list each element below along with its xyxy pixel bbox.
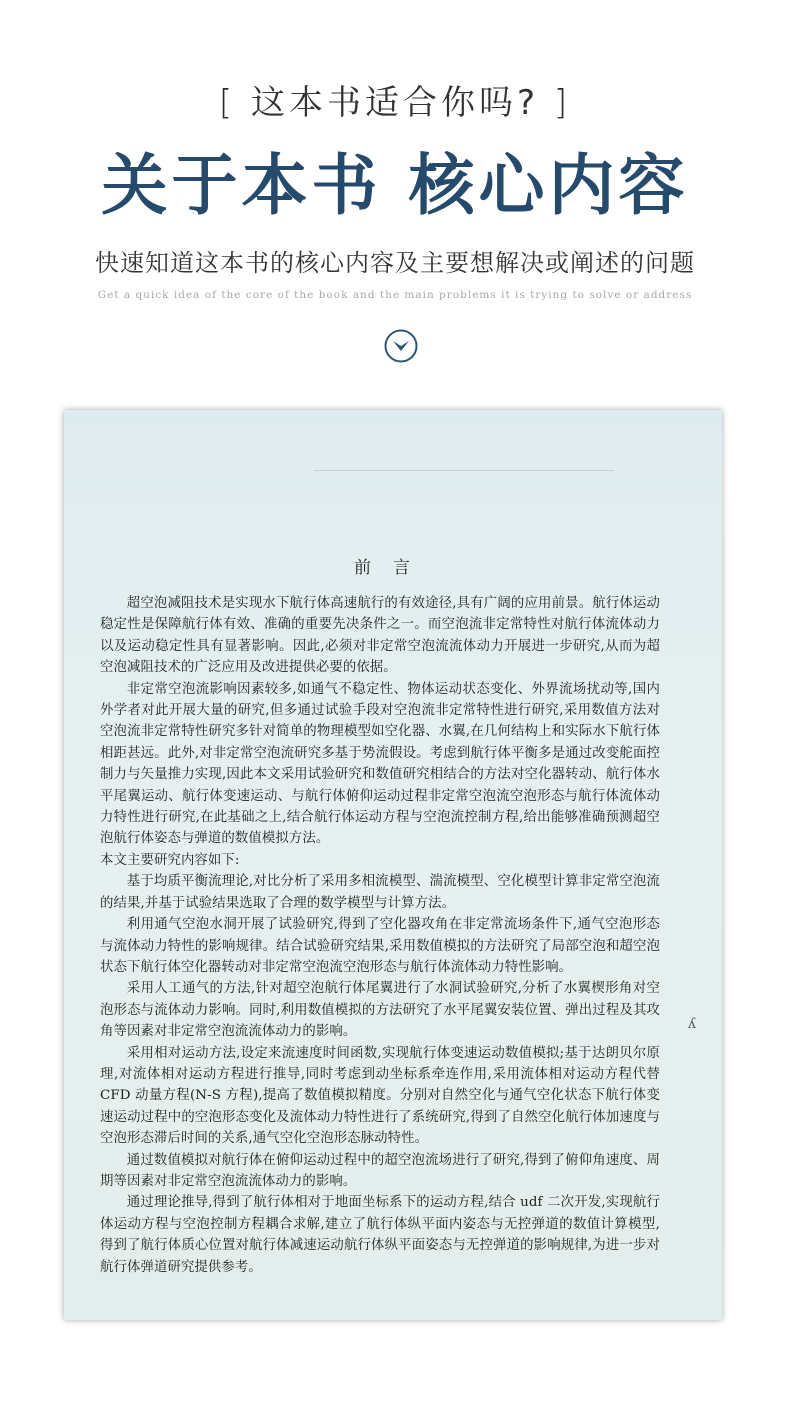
paragraph: 本文主要研究内容如下:	[100, 852, 240, 868]
tagline-text: 这本书适合你吗?	[250, 83, 540, 123]
paragraph: 超空泡减阻技术是实现水下航行体高速航行的有效途径,具有广阔的应用前景。航行体运动稳定性是保障航行体有效、准确的重要先决条件之一。而空泡流非定常特性对航行体流体动力以及运动稳定性具有显著影响。因此,必须对非定常空泡流流体动力开展进一步研究,从而为超空泡减阻技术的广泛应用及改进提供必要的依据。	[100, 596, 660, 676]
preface-body	[100, 593, 660, 1278]
paragraph: 采用人工通气的方法,针对超空泡航行体尾翼进行了水洞试验研究,分析了水翼楔形角对空泡形态与流体动力影响。同时,利用数值模拟的方法研究了水平尾翼安装位置、弹出过程及其攻角等因素对非定常空泡流流体动力的影响。	[100, 981, 660, 1040]
bleed-through-line	[102, 518, 622, 536]
tagline	[0, 78, 790, 128]
paragraph: 基于均质平衡流理论,对比分析了采用多相流模型、湍流模型、空化模型计算非定常空泡流的结果,并基于试验结果选取了合理的数学模型与计算方法。	[100, 874, 660, 911]
book-page-photo	[64, 410, 722, 1320]
preface-title: 前言	[354, 558, 432, 578]
paragraph: 通过理论推导,得到了航行体相对于地面坐标系下的运动方程,结合 udf 二次开发,实现航行体运动方程与空泡控制方程耦合求解,建立了航行体纵平面内姿态与无控弹道的数值计算模型,得到了航行体质心位置对航行体减速运动航行体纵平面姿态与无控弹道的影响规律,为进一步对航行体弹道研究提供参考。	[100, 1195, 660, 1275]
chevron-down-circle-icon	[384, 329, 418, 363]
subtitle: 快速知道这本书的核心内容及主要想解决或阐述的问题	[95, 249, 695, 277]
paragraph: 非定常空泡流影响因素较多,如通气不稳定性、物体运动状态变化、外界流场扰动等,国内外学者对此开展大量的研究,但多通过试验手段对空泡流非定常特性进行研究,采用数值方法对空泡流非定常特性研究多针对简单的物理模型如空化器、水翼,在几何结构上和实际水下航行体相距甚远。此外,对非定常空泡流研究多基于势流假设。考虑到航行体平衡多是通过改变舵面控制力与矢量推力实现,因此本文采用试验研究和数值研究相结合的方法对空化器转动、航行体水平尾翼运动、航行体变速运动、与航行体俯仰运动过程非定常空泡流空泡形态与航行体流体动力特性进行研究,在此基础之上,结合航行体运动方程与空泡流控制方程,给出能够准确预测超空泡航行体姿态与弹道的数值模拟方法。	[100, 681, 660, 847]
bleed-through-line	[144, 498, 624, 516]
page-title: 关于本书 核心内容	[101, 146, 689, 224]
margin-mark: ʎ	[688, 1016, 696, 1032]
paragraph: 采用相对运动方法,设定来流速度时间函数,实现航行体变速运动数值模拟;基于达朗贝尔原理,对流体相对运动方程进行推导,同时考虑到动坐标系牵连作用,采用流体相对运动方程代替 CFD 动量方程(N-S 方程),提高了数值模拟精度。分别对自然空化与通气空化状态下航行体变速运动过程中的空泡形态变化及流体动力特性进行了系统研究,得到了自然空化航行体加速度与空泡形态滞后时间的关系,通气空化空泡形态脉动特性。	[100, 1045, 660, 1147]
paragraph: 通过数值模拟对航行体在俯仰运动过程中的超空泡流场进行了研究,得到了俯仰角速度、周期等因素对非定常空泡流流体动力的影响。	[100, 1152, 660, 1189]
bracket-close: ]	[553, 83, 572, 123]
bleed-through-line	[144, 538, 624, 556]
subtitle-english: Get a quick idea of the core of the book and the main problems it is trying to solve or address	[97, 289, 693, 301]
bleed-through-header	[314, 452, 614, 471]
bracket-open: [	[218, 83, 237, 123]
paragraph: 利用通气空泡水洞开展了试验研究,得到了空化器攻角在非定常流场条件下,通气空泡形态与流体动力特性的影响规律。结合试验研究结果,采用数值模拟的方法研究了局部空泡和超空泡状态下航行体空化器转动对非定常空泡流空泡形态与航行体流体动力特性影响。	[100, 917, 660, 975]
